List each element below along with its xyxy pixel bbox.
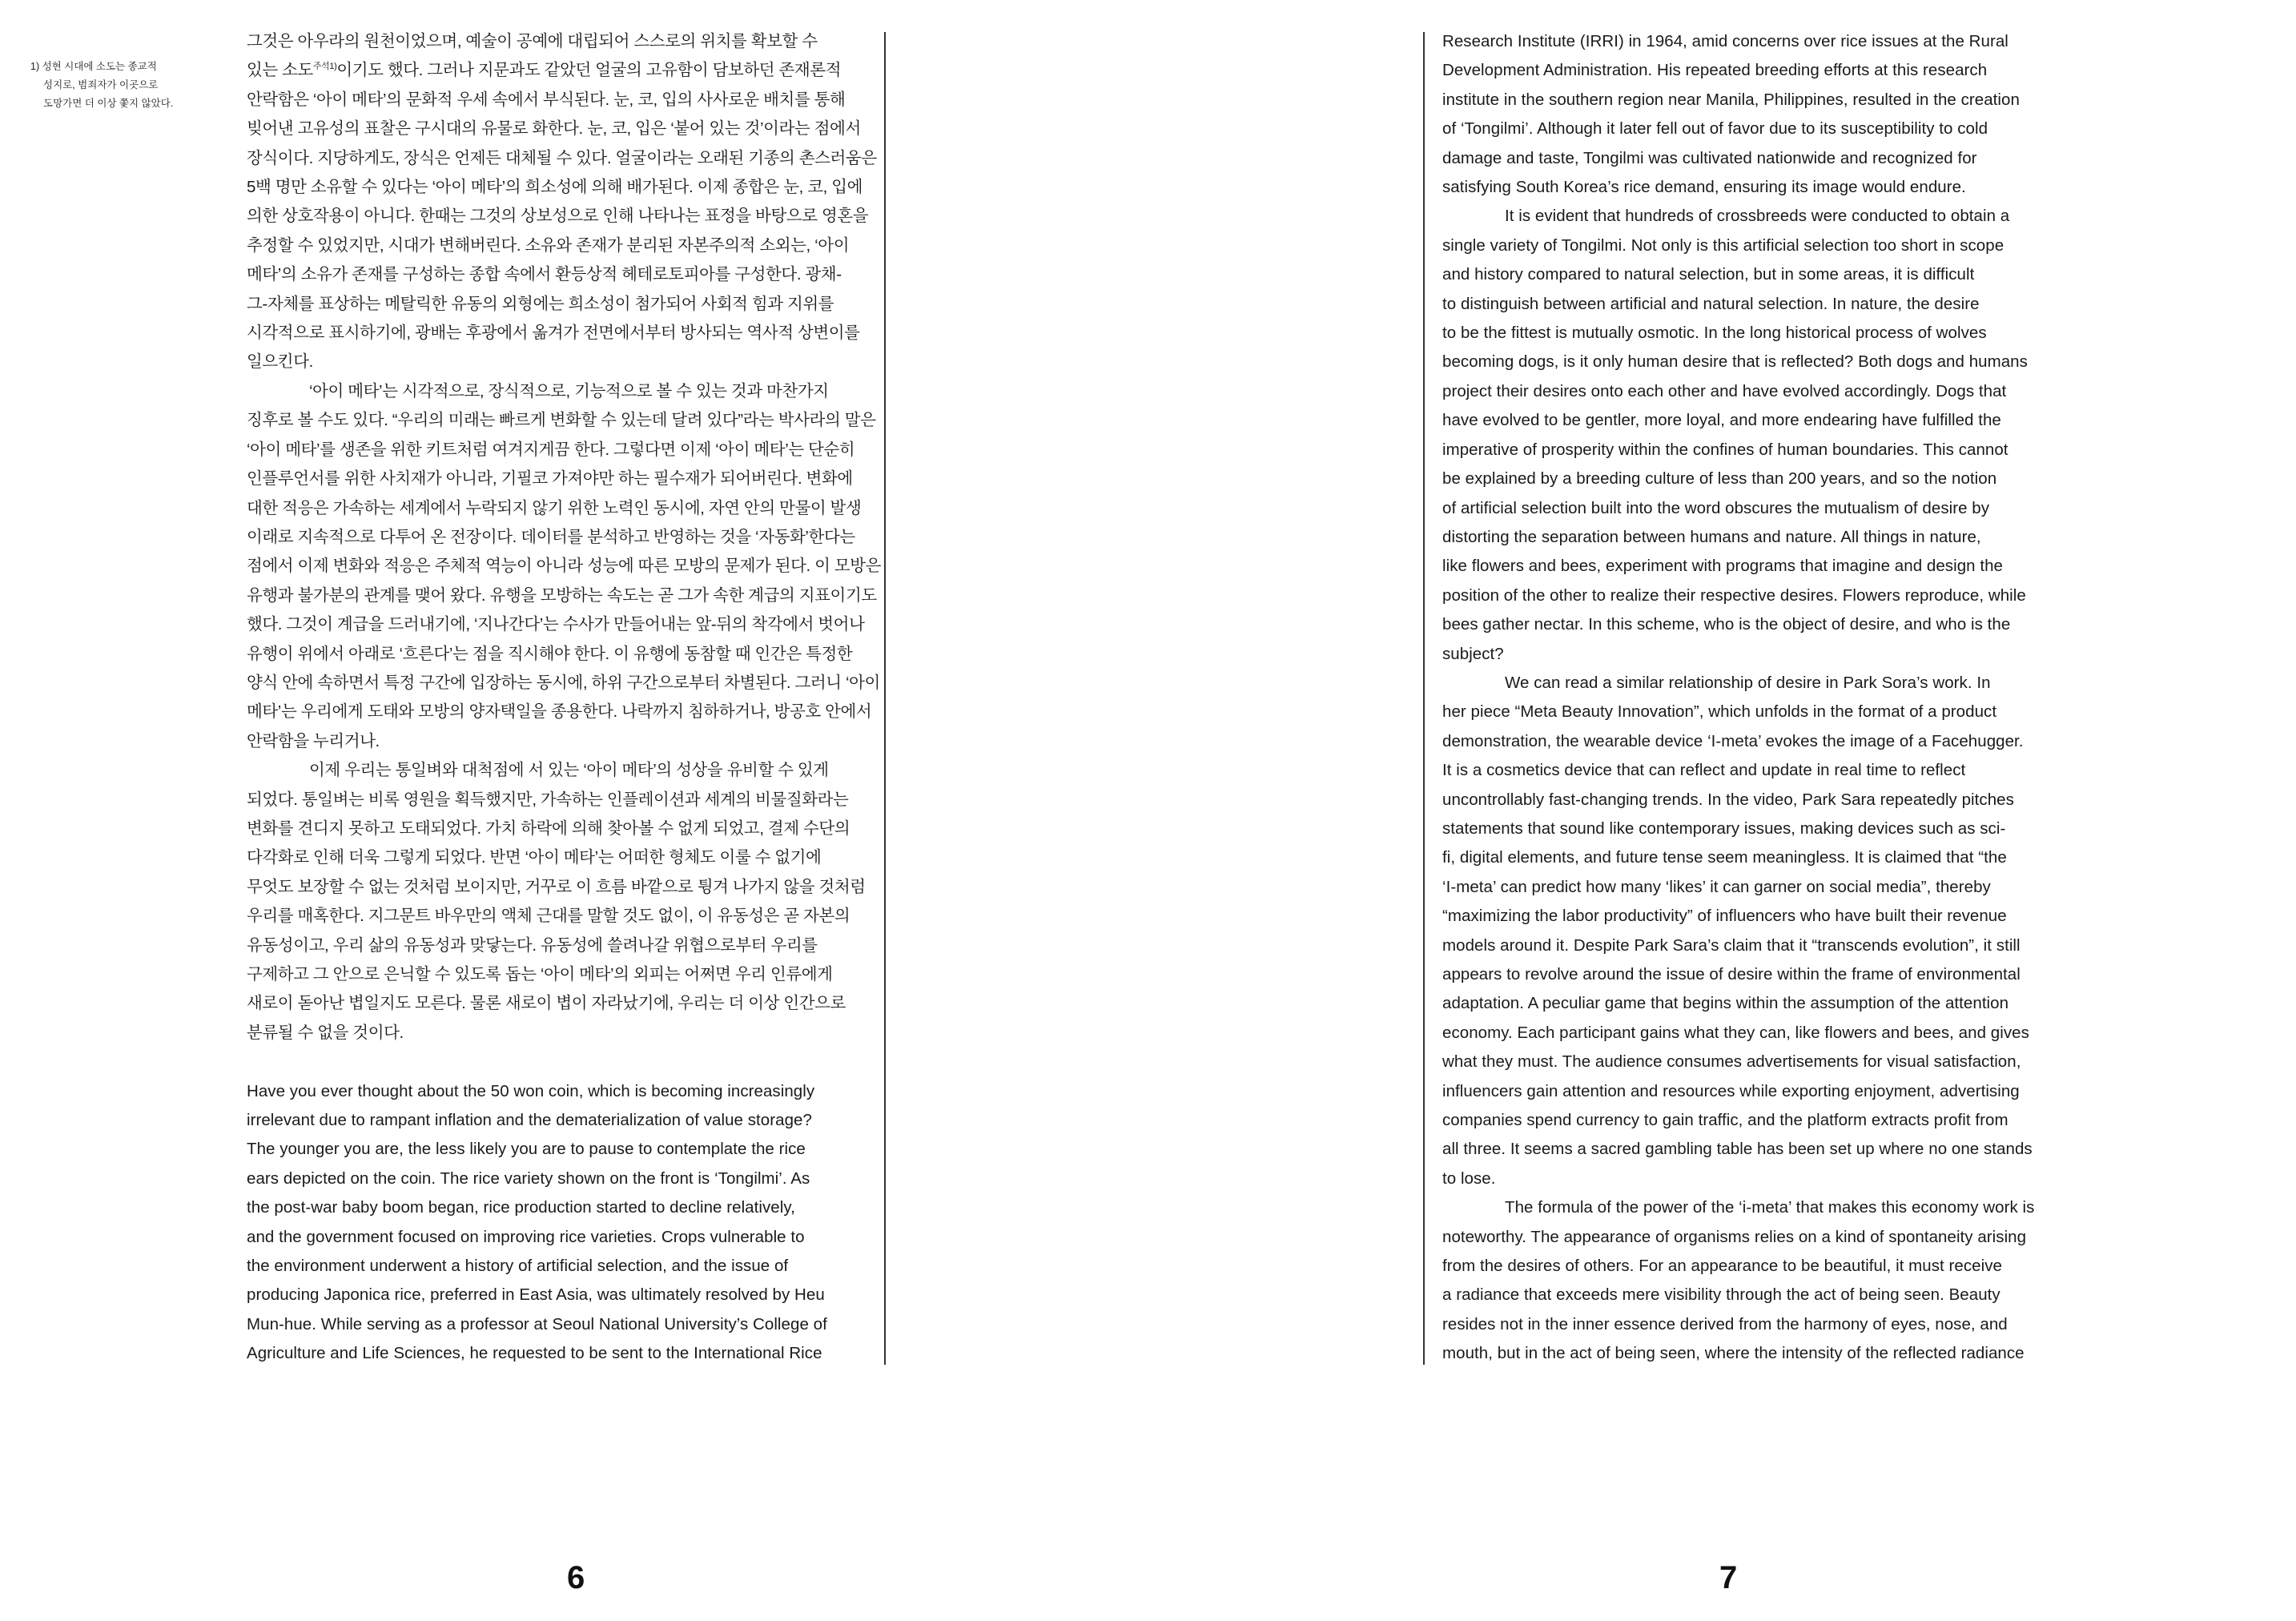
footnote-line: 도망가면 더 이상 쫓지 않았다. bbox=[43, 98, 174, 109]
text-line: 메타’의 소유가 존재를 구성하는 종합 속에서 환등상적 헤테로토피아를 구성한다. 광채- bbox=[247, 265, 842, 284]
text-line: ears depicted on the coin. The rice variety shown on the front is ‘Tongilmi’. As bbox=[247, 1168, 810, 1188]
korean-paragraph bbox=[247, 756, 879, 1048]
text-line: be explained by a breeding culture of less than 200 years, and so the notion bbox=[1442, 469, 1997, 489]
text-line: of ‘Tongilmi’. Although it later fell out of favor due to its susceptibility to cold bbox=[1442, 119, 1988, 139]
column-divider bbox=[1423, 32, 1425, 1365]
text-line: 대한 적응은 가속하는 세계에서 누락되지 않기 위한 노력인 동시에, 자연 안의 만물이 발생 bbox=[247, 498, 862, 517]
text-line: appears to revolve around the issue of desire within the frame of environmental bbox=[1442, 965, 2021, 983]
text-line: 했다. 그것이 계급을 드러내기에, ‘지나간다’는 수사가 만들어내는 앞-뒤의 착각에서 벗어나 bbox=[247, 615, 865, 634]
text-line: 빚어낸 고유성의 표찰은 구시대의 유물로 화한다. 눈, 코, 입은 ‘붙어 있는 것’이라는 점에서 bbox=[247, 119, 861, 139]
text-line: 5백 명만 소유할 수 있다는 ‘아이 메타’의 희소성에 의해 배가된다. 이제 종합은 눈, 코, 입에 bbox=[247, 178, 863, 197]
text-line: satisfying South Korea’s rice demand, ensuring its image would endure. bbox=[1442, 178, 1966, 197]
text-fragment: 이기도 했다. 그러나 지문과도 같았던 얼굴의 고유함이 담보하던 존재론적 bbox=[336, 61, 842, 80]
text-line: models around it. Despite Park Sara’s claim that it “transcends evolution”, it still bbox=[1442, 935, 2021, 955]
text-line: to distinguish between artificial and natural selection. In nature, the desire bbox=[1442, 294, 1980, 313]
text-line: subject? bbox=[1442, 644, 1504, 663]
page-number: 7 bbox=[1719, 1560, 1738, 1595]
text-line: producing Japonica rice, preferred in East Asia, was ultimately resolved by Heu bbox=[247, 1285, 825, 1305]
text-line: resides not in the inner essence derived from the harmony of eyes, nose, and bbox=[1442, 1314, 2008, 1333]
text-line: influencers gain attention and resources while exporting enjoyment, advertising bbox=[1442, 1081, 2020, 1100]
text-line: 이래로 지속적으로 다투어 온 전장이다. 데이터를 분석하고 반영하는 것을 ‘자동화’한다는 bbox=[247, 527, 855, 546]
paragraph-gap bbox=[247, 1048, 879, 1076]
text-line: Development Administration. His repeated breeding efforts at this research bbox=[1442, 61, 1988, 80]
text-line: ‘아이 메타’를 생존을 위한 키트처럼 여겨지게끔 한다. 그렇다면 이제 ‘아이 메타’는 단순히 bbox=[247, 440, 855, 459]
text-line: to lose. bbox=[1442, 1168, 1496, 1188]
text-line: the post-war baby boom began, rice production started to decline relatively, bbox=[247, 1198, 795, 1217]
text-line: noteworthy. The appearance of organisms relies on a kind of spontaneity arising bbox=[1442, 1227, 2027, 1246]
korean-paragraph bbox=[247, 377, 882, 756]
text-line: demonstration, the wearable device ‘I-meta’ evokes the image of a Facehugger. bbox=[1442, 731, 2024, 750]
text-line: 점에서 이제 변화와 적응은 주체적 역능이 아니라 성능에 따른 모방의 문제가 된다. 이 모방은 bbox=[247, 557, 882, 576]
text-line: single variety of Tongilmi. Not only is this artificial selection too short in scope bbox=[1442, 235, 2004, 255]
text-line: economy. Each participant gains what they can, like flowers and bees, and gives bbox=[1442, 1023, 2029, 1042]
text-line: 그-자체를 표상하는 메탈릭한 유동의 외형에는 희소성이 첨가되어 사회적 힘과 지위를 bbox=[247, 294, 834, 313]
text-line: all three. It seems a sacred gambling table has been set up where no one stands bbox=[1442, 1140, 2033, 1159]
text-fragment: 있는 소도 bbox=[247, 61, 313, 80]
text-line: ‘아이 메타’는 시각적으로, 장식적으로, 기능적으로 볼 수 있는 것과 마찬가지 bbox=[309, 381, 829, 400]
english-paragraph bbox=[1442, 669, 2075, 1193]
text-line: 새로이 돋아난 볍일지도 모른다. 물론 새로이 볍이 자라났기에, 우리는 더 이상 인간으로 bbox=[247, 994, 846, 1013]
text-line: 시각적으로 표시하기에, 광배는 후광에서 옮겨가 전면에서부터 방사되는 역사적 상변이를 bbox=[247, 324, 860, 343]
text-line: 추정할 수 있었지만, 시대가 변해버린다. 소유와 존재가 분리된 자본주의적 소외는, ‘아이 bbox=[247, 235, 850, 255]
text-line: imperative of prosperity within the confines of human boundaries. This cannot bbox=[1442, 440, 2008, 459]
text-line: 변화를 견디지 못하고 도태되었다. 가치 하락에 의해 찾아볼 수 없게 되었고, 결제 수단의 bbox=[247, 819, 850, 838]
text-line: 징후로 볼 수도 있다. “우리의 미래는 빠르게 변화할 수 있는데 달려 있다”라는 박사라의 말은 bbox=[247, 411, 876, 430]
text-line: It is evident that hundreds of crossbreeds were conducted to obtain a bbox=[1505, 207, 2010, 226]
text-line: irrelevant due to rampant inflation and the dematerialization of value storage? bbox=[247, 1111, 812, 1130]
text-line: “maximizing the labor productivity” of influencers who have built their revenue bbox=[1442, 907, 2007, 926]
text-line: The formula of the power of the ‘i-meta’ that makes this economy work is bbox=[1505, 1198, 2035, 1217]
text-line: 양식 안에 속하면서 특정 구간에 입장하는 동시에, 하위 구간으로부터 차별된다. 그러니 ‘아이 bbox=[247, 673, 880, 692]
text-line: We can read a similar relationship of desire in Park Sora’s work. In bbox=[1505, 673, 1991, 692]
text-line: statements that sound like contemporary issues, making devices such as sci- bbox=[1442, 819, 2006, 838]
text-line: 구제하고 그 안으로 은닉할 수 있도록 돕는 ‘아이 메타’의 외피는 어쩌면 우리 인류에게 bbox=[247, 965, 833, 983]
text-line: companies spend currency to gain traffic, and the platform extracts profit from bbox=[1442, 1111, 2008, 1130]
text-line: have evolved to be gentler, more loyal, and more endearing have fulfilled the bbox=[1442, 411, 2001, 430]
footnote-line: 성지로, 범죄자가 이곳으로 bbox=[43, 79, 159, 91]
text-line: 우리를 매혹한다. 지그문트 바우만의 액체 근대를 말할 것도 없이, 이 유동성은 곧 자본의 bbox=[247, 907, 850, 926]
text-line: like flowers and bees, experiment with programs that imagine and design the bbox=[1442, 557, 2003, 576]
text-line: 장식이다. 지당하게도, 장식은 언제든 대체될 수 있다. 얼굴이라는 오래된 기종의 촌스러움은 bbox=[247, 148, 877, 167]
text-line: to be the fittest is mutually osmotic. In the long historical process of wolves bbox=[1442, 324, 1987, 343]
english-paragraph bbox=[1442, 202, 2075, 669]
text-line: Agriculture and Life Sciences, he requested to be sent to the International Rice bbox=[247, 1344, 822, 1363]
column-divider bbox=[884, 32, 886, 1365]
english-paragraph bbox=[247, 1077, 879, 1369]
footnote-line: 1) 성현 시대에 소도는 종교적 bbox=[30, 61, 157, 72]
text-line: institute in the southern region near Manila, Philippines, resulted in the creation bbox=[1442, 90, 2020, 109]
text-line: mouth, but in the act of being seen, where the intensity of the reflected radiance bbox=[1442, 1344, 2025, 1363]
right-page bbox=[1148, 0, 2296, 1621]
text-line: It is a cosmetics device that can reflect and update in real time to reflect bbox=[1442, 761, 1966, 780]
text-line: what they must. The audience consumes advertisements for visual satisfaction, bbox=[1442, 1052, 2021, 1072]
english-paragraph bbox=[1442, 1193, 2075, 1368]
page-number: 6 bbox=[567, 1560, 585, 1595]
text-line: the environment underwent a history of artificial selection, and the issue of bbox=[247, 1257, 789, 1276]
text-line: and the government focused on improving rice varieties. Crops vulnerable to bbox=[247, 1227, 805, 1246]
text-line: fi, digital elements, and future tense seem meaningless. It is claimed that “the bbox=[1442, 848, 2007, 867]
text-line: 다각화로 인해 더욱 그렇게 되었다. 반면 ‘아이 메타’는 어떠한 형체도 이룰 수 없기에 bbox=[247, 848, 822, 867]
english-paragraph bbox=[1442, 27, 2075, 202]
text-line: 안락함은 ‘아이 메타’의 문화적 우세 속에서 부식된다. 눈, 코, 입의 사사로운 배치를 통해 bbox=[247, 90, 846, 109]
text-line: Have you ever thought about the 50 won coin, which is becoming increasingly bbox=[247, 1081, 815, 1100]
text-line: a radiance that exceeds mere visibility through the act of being seen. Beauty bbox=[1442, 1285, 2000, 1305]
left-text-column bbox=[247, 27, 882, 1369]
text-line bbox=[247, 56, 879, 85]
right-text-column bbox=[1442, 27, 2075, 1369]
text-line: Mun-hue. While serving as a professor at Seoul National University’s College of bbox=[247, 1314, 827, 1333]
korean-paragraph bbox=[247, 27, 879, 377]
text-line: 유행이 위에서 아래로 ‘흐른다’는 점을 직시해야 한다. 이 유행에 동참할 때 인간은 특정한 bbox=[247, 644, 853, 663]
text-line: project their desires onto each other and have evolved accordingly. Dogs that bbox=[1442, 381, 2007, 400]
text-line: her piece “Meta Beauty Innovation”, which unfolds in the format of a product bbox=[1442, 702, 1997, 722]
text-line: 일으킨다. bbox=[247, 352, 313, 372]
text-line: The younger you are, the less likely you are to pause to contemplate the rice bbox=[247, 1140, 806, 1159]
text-line: 무엇도 보장할 수 없는 것처럼 보이지만, 거꾸로 이 흐름 바깥으로 튕겨 나가지 않을 것처럼 bbox=[247, 877, 866, 896]
text-line: distorting the separation between humans and nature. All things in nature, bbox=[1442, 527, 1981, 546]
text-line: 메타’는 우리에게 도태와 모방의 양자택일을 종용한다. 나락까지 침하하거나, 방공호 안에서 bbox=[247, 702, 872, 722]
text-line: from the desires of others. For an appearance to be beautiful, it must receive bbox=[1442, 1257, 2002, 1276]
text-line: uncontrollably fast-changing trends. In the video, Park Sara repeatedly pitches bbox=[1442, 790, 2014, 809]
text-line: bees gather nectar. In this scheme, who is the object of desire, and who is the bbox=[1442, 615, 2011, 634]
footnote-marker: 주석1) bbox=[312, 62, 337, 72]
text-line: 그것은 아우라의 원천이었으며, 예술이 공예에 대립되어 스스로의 위치를 확보할 수 bbox=[247, 32, 818, 50]
text-line: 되었다. 통일벼는 비록 영원을 획득했지만, 가속하는 인플레이션과 세계의 비물질화라는 bbox=[247, 790, 849, 809]
text-line: becoming dogs, is it only human desire that is reflected? Both dogs and humans bbox=[1442, 352, 2028, 372]
text-line: ‘I-meta’ can predict how many ‘likes’ it can garner on social media”, thereby bbox=[1442, 877, 1991, 896]
text-line: of artificial selection built into the word obscures the mutualism of desire by bbox=[1442, 498, 1990, 517]
text-line: Research Institute (IRRI) in 1964, amid concerns over rice issues at the Rural bbox=[1442, 32, 2008, 50]
footnote bbox=[30, 58, 183, 113]
text-line: adaptation. A peculiar game that begins within the assumption of the attention bbox=[1442, 994, 2009, 1013]
text-line: 의한 상호작용이 아니다. 한때는 그것의 상보성으로 인해 나타나는 표정을 바탕으로 영혼을 bbox=[247, 207, 869, 226]
text-line: 분류될 수 없을 것이다. bbox=[247, 1023, 404, 1042]
text-line: 이제 우리는 통일벼와 대척점에 서 있는 ‘아이 메타’의 성상을 유비할 수 있게 bbox=[309, 761, 829, 780]
text-line: and history compared to natural selection, but in some areas, it is difficult bbox=[1442, 265, 1975, 284]
text-line: 인플루언서를 위한 사치재가 아니라, 기필코 가져야만 하는 필수재가 되어버린다. 변화에 bbox=[247, 469, 853, 489]
text-line: 안락함을 누리거나. bbox=[247, 731, 380, 750]
text-line: damage and taste, Tongilmi was cultivated nationwide and recognized for bbox=[1442, 148, 1977, 167]
text-line: 유동성이고, 우리 삶의 유동성과 맞닿는다. 유동성에 쓸려나갈 위협으로부터 우리를 bbox=[247, 935, 818, 955]
text-line: position of the other to realize their respective desires. Flowers reproduce, while bbox=[1442, 585, 2026, 605]
text-line: 유행과 불가분의 관계를 맺어 왔다. 유행을 모방하는 속도는 곧 그가 속한 계급의 지표이기도 bbox=[247, 585, 877, 605]
